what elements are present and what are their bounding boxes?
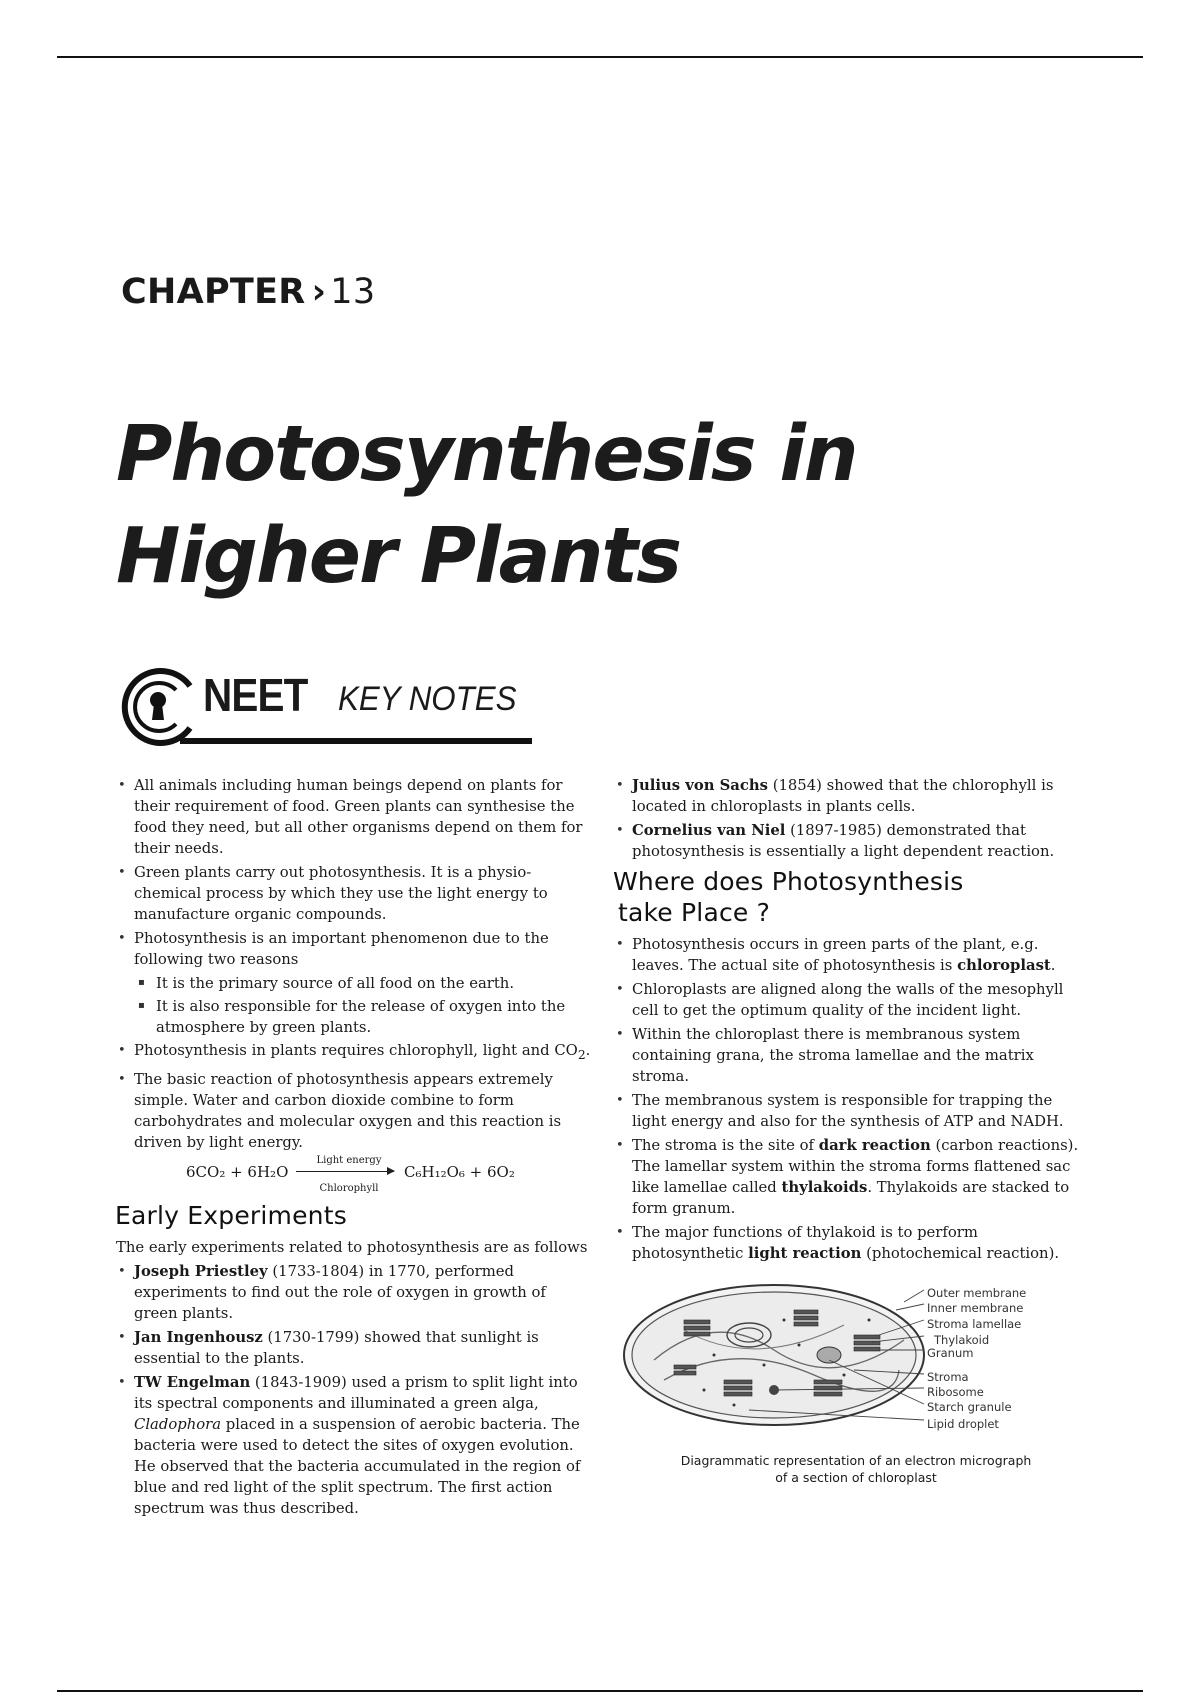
label-starch-granule: Starch granule: [927, 1400, 1012, 1414]
chloroplast-diagram: [614, 1280, 1090, 1450]
equation-condition-light: Light energy: [316, 1154, 382, 1166]
sub-list-item: ▪ It is the primary source of all food on the earth.: [116, 973, 594, 994]
list-item: • Julius von Sachs (1854) showed that the chlorophyll is located in chloroplasts in plants cells.: [614, 775, 1090, 817]
list-item: • Green plants carry out photosynthesis. It is a physio-chemical process by which they use the light energy to manufacture organic compounds.: [116, 862, 594, 925]
chapter-number: 13: [330, 272, 376, 312]
list-item: • The basic reaction of photosynthesis appears extremely simple. Water and carbon dioxide combine to form carbohydrates and molecular oxygen and this reaction is driven by light energy.: [116, 1069, 594, 1153]
list-item: • Jan Ingenhousz (1730-1799) showed that sunlight is essential to the plants.: [116, 1327, 594, 1369]
equation-reactants: 6CO₂ + 6H₂O: [186, 1162, 289, 1181]
list-item: • Chloroplasts are aligned along the walls of the mesophyll cell to get the optimum quality of the incident light.: [614, 979, 1090, 1021]
photosynthesis-equation: [116, 1154, 594, 1194]
list-item: • Within the chloroplast there is membranous system containing grana, the stroma lamellae and the matrix stroma.: [614, 1024, 1090, 1087]
list-item: • Photosynthesis occurs in green parts of the plant, e.g. leaves. The actual site of photosynthesis is chloroplast.: [614, 934, 1090, 976]
label-inner-membrane: Inner membrane: [927, 1301, 1024, 1315]
chapter-separator: ›: [311, 272, 327, 312]
neet-key-notes-banner: [120, 668, 540, 746]
label-thylakoid: Thylakoid: [934, 1333, 990, 1347]
list-item: • The stroma is the site of dark reaction (carbon reactions). The lamellar system within the stroma forms flattened sac like lamellae called thylakoids. Thylakoids are stacked to form granum.: [614, 1135, 1090, 1219]
label-stroma-lamellae: Stroma lamellae: [927, 1317, 1022, 1331]
chapter-label: [121, 272, 375, 312]
bottom-rule: [57, 1690, 1143, 1692]
label-granum: Granum: [927, 1346, 974, 1360]
list-item: • The membranous system is responsible for trapping the light energy and also for the synthesis of ATP and NADH.: [614, 1090, 1090, 1132]
title-line-1: Photosynthesis in: [116, 410, 857, 499]
title-line-2: Higher Plants: [116, 512, 681, 601]
list-item: • Joseph Priestley (1733-1804) in 1770, performed experiments to find out the role of oxygen in growth of green plants.: [116, 1261, 594, 1324]
list-item: • Photosynthesis is an important phenomenon due to the following two reasons: [116, 928, 594, 970]
diagram-caption: Diagrammatic representation of an electron micrograph of a section of chloroplast: [680, 1453, 1032, 1485]
label-ribosome: Ribosome: [927, 1385, 984, 1399]
list-item: • The major functions of thylakoid is to perform photosynthetic light reaction (photochemical reaction).: [614, 1222, 1090, 1264]
reaction-arrow-icon: [296, 1171, 394, 1172]
left-column: [116, 775, 594, 1522]
chapter-word: CHAPTER: [121, 272, 306, 312]
neet-text: NEET: [203, 669, 308, 721]
label-lipid-droplet: Lipid droplet: [927, 1417, 999, 1431]
top-rule: [57, 56, 1143, 58]
right-column: [614, 775, 1090, 1486]
label-stroma: Stroma: [927, 1370, 969, 1384]
equation-products: C₆H₁₂O₆ + 6O₂: [404, 1162, 515, 1181]
section-heading-early-experiments: Early Experiments: [115, 1200, 347, 1230]
list-item: • All animals including human beings depend on plants for their requirement of food. Green plants can synthesise the food they need, but all other organisms depend on them for their needs.: [116, 775, 594, 859]
sub-list-item: ▪ It is also responsible for the release of oxygen into the atmosphere by green plants.: [116, 996, 594, 1038]
list-item: • Cornelius van Niel (1897-1985) demonstrated that photosynthesis is essentially a light dependent reaction.: [614, 820, 1090, 862]
equation-condition-chlorophyll: Chlorophyll: [319, 1182, 379, 1194]
chapter-title: [116, 404, 857, 608]
section-heading-where-photosynthesis: Where does Photosynthesis take Place ?: [613, 867, 964, 927]
label-outer-membrane: Outer membrane: [927, 1286, 1027, 1300]
list-item: • TW Engelman (1843-1909) used a prism to split light into its spectral components and illuminated a green alga, Cladophora placed in a suspension of aerobic bacteria. The bacteria were used to detect the sites of oxygen evolution. He observed that the bacteria accumulated in the region of blue and red light of the split spectrum. The first action spectrum was thus described.: [116, 1372, 594, 1519]
section-intro: The early experiments related to photosynthesis are as follows: [116, 1238, 588, 1256]
list-item: • Photosynthesis in plants requires chlorophyll, light and $CO_2$.: [116, 1040, 594, 1066]
key-notes-text: KEY NOTES: [338, 680, 517, 718]
